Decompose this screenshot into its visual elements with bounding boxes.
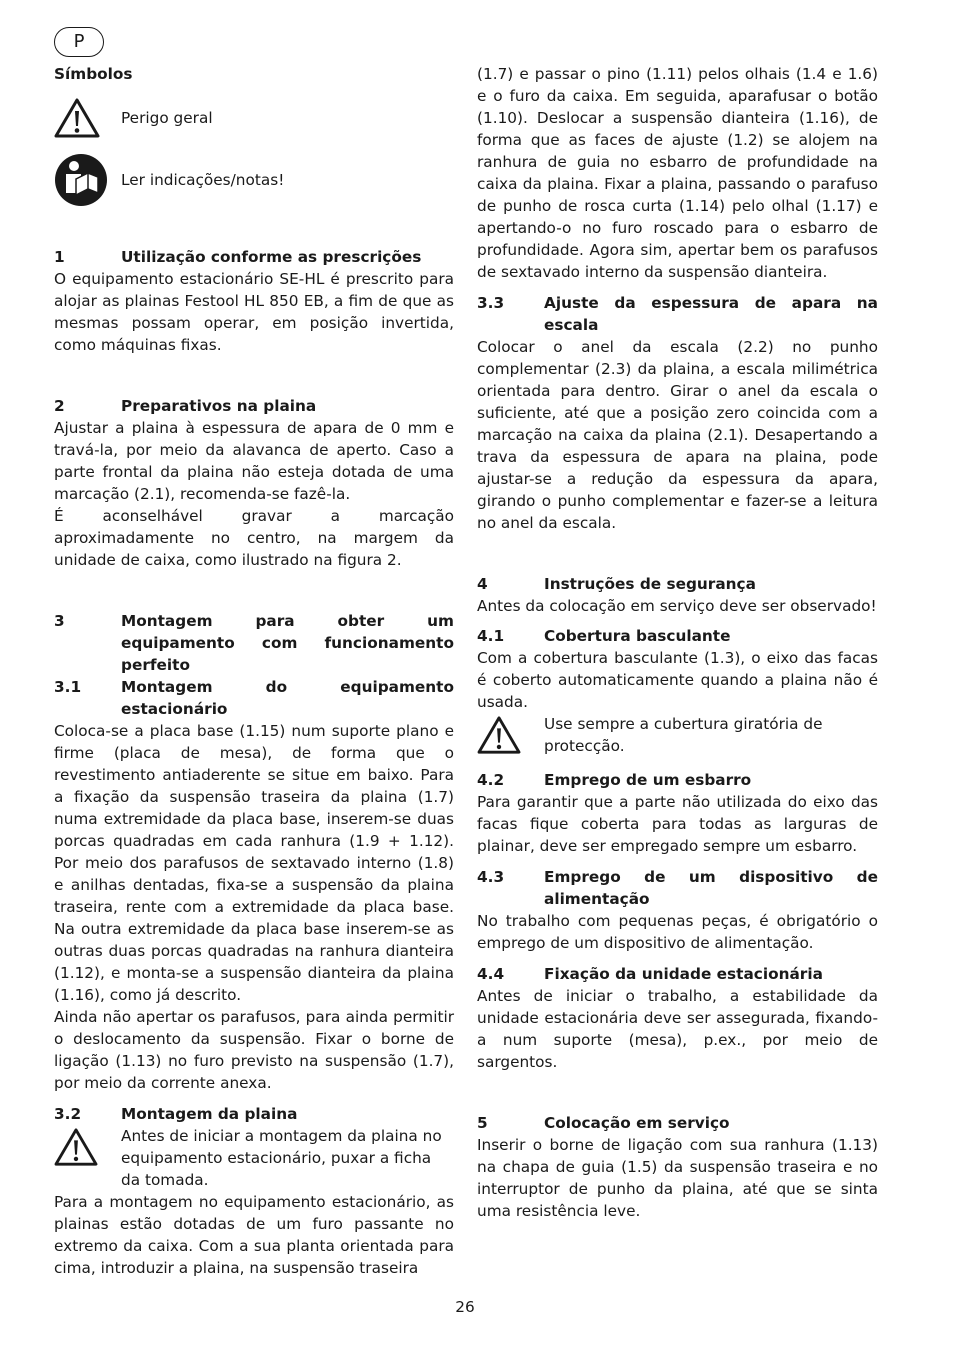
heading-number: 2 <box>54 397 65 415</box>
warning-triangle-icon <box>54 97 121 139</box>
heading-3-3 <box>477 292 878 336</box>
heading-title: Montagem do equipamento estacionário <box>121 678 454 718</box>
heading-number: 3.3 <box>477 294 505 312</box>
heading-1 <box>54 246 454 268</box>
heading-3-1 <box>54 676 454 720</box>
section-4-4-text: Antes de iniciar o trabalho, a estabilidade da unidade estacionária deve ser assegurada, fixando-a num suporte (mesa), p.ex., por meio de sargentos. <box>477 987 878 1071</box>
section-1-text: O equipamento estacionário SE-HL é prescrito para alojar as plainas Festool HL 850 EB, a fim de que as mesmas possam operar, em posição invertida, como máquinas fixas. <box>54 270 454 354</box>
heading-4-4 <box>477 963 878 985</box>
warning-4-1-text: Use sempre a cubertura giratória de protecção. <box>544 715 823 755</box>
symbols-title: Símbolos <box>54 65 133 83</box>
heading-title: Colocação em serviço <box>544 1114 730 1132</box>
section-3-1-text-2: Ainda não apertar os parafusos, para ainda permitir o deslocamento da suspensão. Fixar o borne de ligação (1.13) no furo previsto na suspensão (1.7), por meio da corrente anexa. <box>54 1008 454 1092</box>
heading-number: 1 <box>54 248 65 266</box>
heading-4-2 <box>477 769 878 791</box>
symbol-row-read <box>54 149 454 211</box>
section-3-2-continued: (1.7) e passar o pino (1.11) pelos olhais (1.4 e 1.6) e o furo da caixa. Em seguida, aparafusar o botão (1.10). Deslocar a suspensão dianteira (1.16), de forma que as faces de ajuste (1.2) se alojem na ranhura de guia no esbarro de profundidade na caixa da plaina. Fixar a plaina, passando o parafuso de punho de rosca curta (1.14) pelo olhal (1.17) e apertando-o no furo roscado para o esbarro de profundidade. Agora sim, apertar bem os parafusos de sextavado interno da suspensão dianteira. <box>477 65 878 281</box>
heading-4-3 <box>477 866 878 910</box>
heading-title: Montagem para obter um equipamento com funcionamento perfeito <box>121 612 454 674</box>
heading-2 <box>54 395 454 417</box>
section-2-text-1: Ajustar a plaina à espessura de apara de 0 mm e travá-la, por meio da alavanca de aperto. Caso a parte frontal da plaina não esteja dotada de uma marcação (2.1), recomenda-se fazê-la. <box>54 419 454 503</box>
warning-triangle-icon <box>477 713 544 761</box>
heading-4 <box>477 573 878 595</box>
symbol-label-read: Ler indicações/notas! <box>121 171 285 189</box>
section-3-1-text-1: Coloca-se a placa base (1.15) num suporte plano e firme (placa de mesa), de forma que o revestimento antiaderente se situe em baixo. Para a fixação da suspensão traseira da plaina (1.7) numa extremidade da placa base, inserem-se duas porcas quadradas em cada ranhura (1.9 + 1.12). Por meio dos parafusos de sextavado interno (1.8) e anilhas dentadas, fixa-se a suspensão da plaina traseira, rente com a extremidade da placa base. Na outra extremidade da placa base inserem-se as outras duas porcas quadradas na ranhura dianteira (1.12), e monta-se a suspensão dianteira da plaina (1.16), como já descrito. <box>54 722 454 1004</box>
read-manual-icon <box>54 153 121 207</box>
language-code: P <box>73 31 85 52</box>
heading-5 <box>477 1112 878 1134</box>
heading-4-1 <box>477 625 878 647</box>
section-2-text-2: É aconselhável gravar a marcação aproximadamente no centro, na margem da unidade de caixa, como ilustrado na figura 2. <box>54 507 454 569</box>
heading-number: 4.3 <box>477 868 505 886</box>
warning-triangle-icon <box>54 1125 121 1173</box>
heading-number: 3.1 <box>54 678 82 696</box>
heading-number: 4.4 <box>477 965 505 983</box>
heading-number: 4.1 <box>477 627 505 645</box>
section-4-2-text: Para garantir que a parte não utilizada do eixo das facas fique coberta para todas as larguras de plainar, deve ser empregado sempre um esbarro. <box>477 793 878 855</box>
section-4-3-text: No trabalho com pequenas peças, é obrigatório o emprego de um dispositivo de alimentação. <box>477 912 878 952</box>
heading-number: 4.2 <box>477 771 505 789</box>
heading-title: Emprego de um dispositivo de alimentação <box>544 868 878 908</box>
warning-3-2 <box>54 1125 454 1191</box>
page-number: 26 <box>455 1298 475 1316</box>
section-3-3-text: Colocar o anel da escala (2.2) no punho complementar (2.3) da plaina, a escala milimétrica orientada para dentro. Girar o anel da escala o suficiente, até que a posição zero coincida com a marcação na caixa da plaina (2.1). Desapertando a trava da espessura de apara na plaina, pode ajustar-se a redução da espessura da apara, girando o punho complementar e fazer-se a leitura no anel da escala. <box>477 338 878 532</box>
section-5-text: Inserir o borne de ligação com sua ranhura (1.13) na chapa de guia (1.5) da suspensão traseira e no interruptor de punho da plaina, até que se sinta uma resistência leve. <box>477 1136 878 1220</box>
symbol-label-danger: Perigo geral <box>121 109 213 127</box>
heading-title: Emprego de um esbarro <box>544 771 752 789</box>
symbol-row-danger <box>54 87 454 149</box>
heading-3 <box>54 610 454 676</box>
heading-number: 3.2 <box>54 1105 82 1123</box>
right-column <box>477 63 878 1222</box>
heading-title: Ajuste da espessura de apara na escala <box>544 294 878 334</box>
heading-title: Montagem da plaina <box>121 1105 298 1123</box>
heading-title: Utilização conforme as prescrições <box>121 248 422 266</box>
section-4-text: Antes da colocação em serviço deve ser observado! <box>477 597 877 615</box>
heading-number: 3 <box>54 612 65 630</box>
language-badge <box>54 27 104 57</box>
heading-title: Instruções de segurança <box>544 575 756 593</box>
heading-3-2 <box>54 1103 454 1125</box>
heading-number: 5 <box>477 1114 488 1132</box>
left-column <box>54 63 454 1279</box>
warning-4-1 <box>477 713 878 761</box>
heading-number: 4 <box>477 575 488 593</box>
section-4-1-text: Com a cobertura basculante (1.3), o eixo das facas é coberto automaticamente quando a plaina não é usada. <box>477 649 878 711</box>
section-3-2-text: Para a montagem no equipamento estacionário, as plainas estão dotadas de um furo passante no extremo da caixa. Com a sua planta orientada para cima, introduzir a plaina, na suspensão traseira <box>54 1193 454 1277</box>
heading-title: Fixação da unidade estacionária <box>544 965 823 983</box>
heading-title: Cobertura basculante <box>544 627 731 645</box>
warning-3-2-text: Antes de iniciar a montagem da plaina no equipamento estacionário, puxar a ficha da tomada. <box>121 1127 442 1189</box>
heading-title: Preparativos na plaina <box>121 397 317 415</box>
